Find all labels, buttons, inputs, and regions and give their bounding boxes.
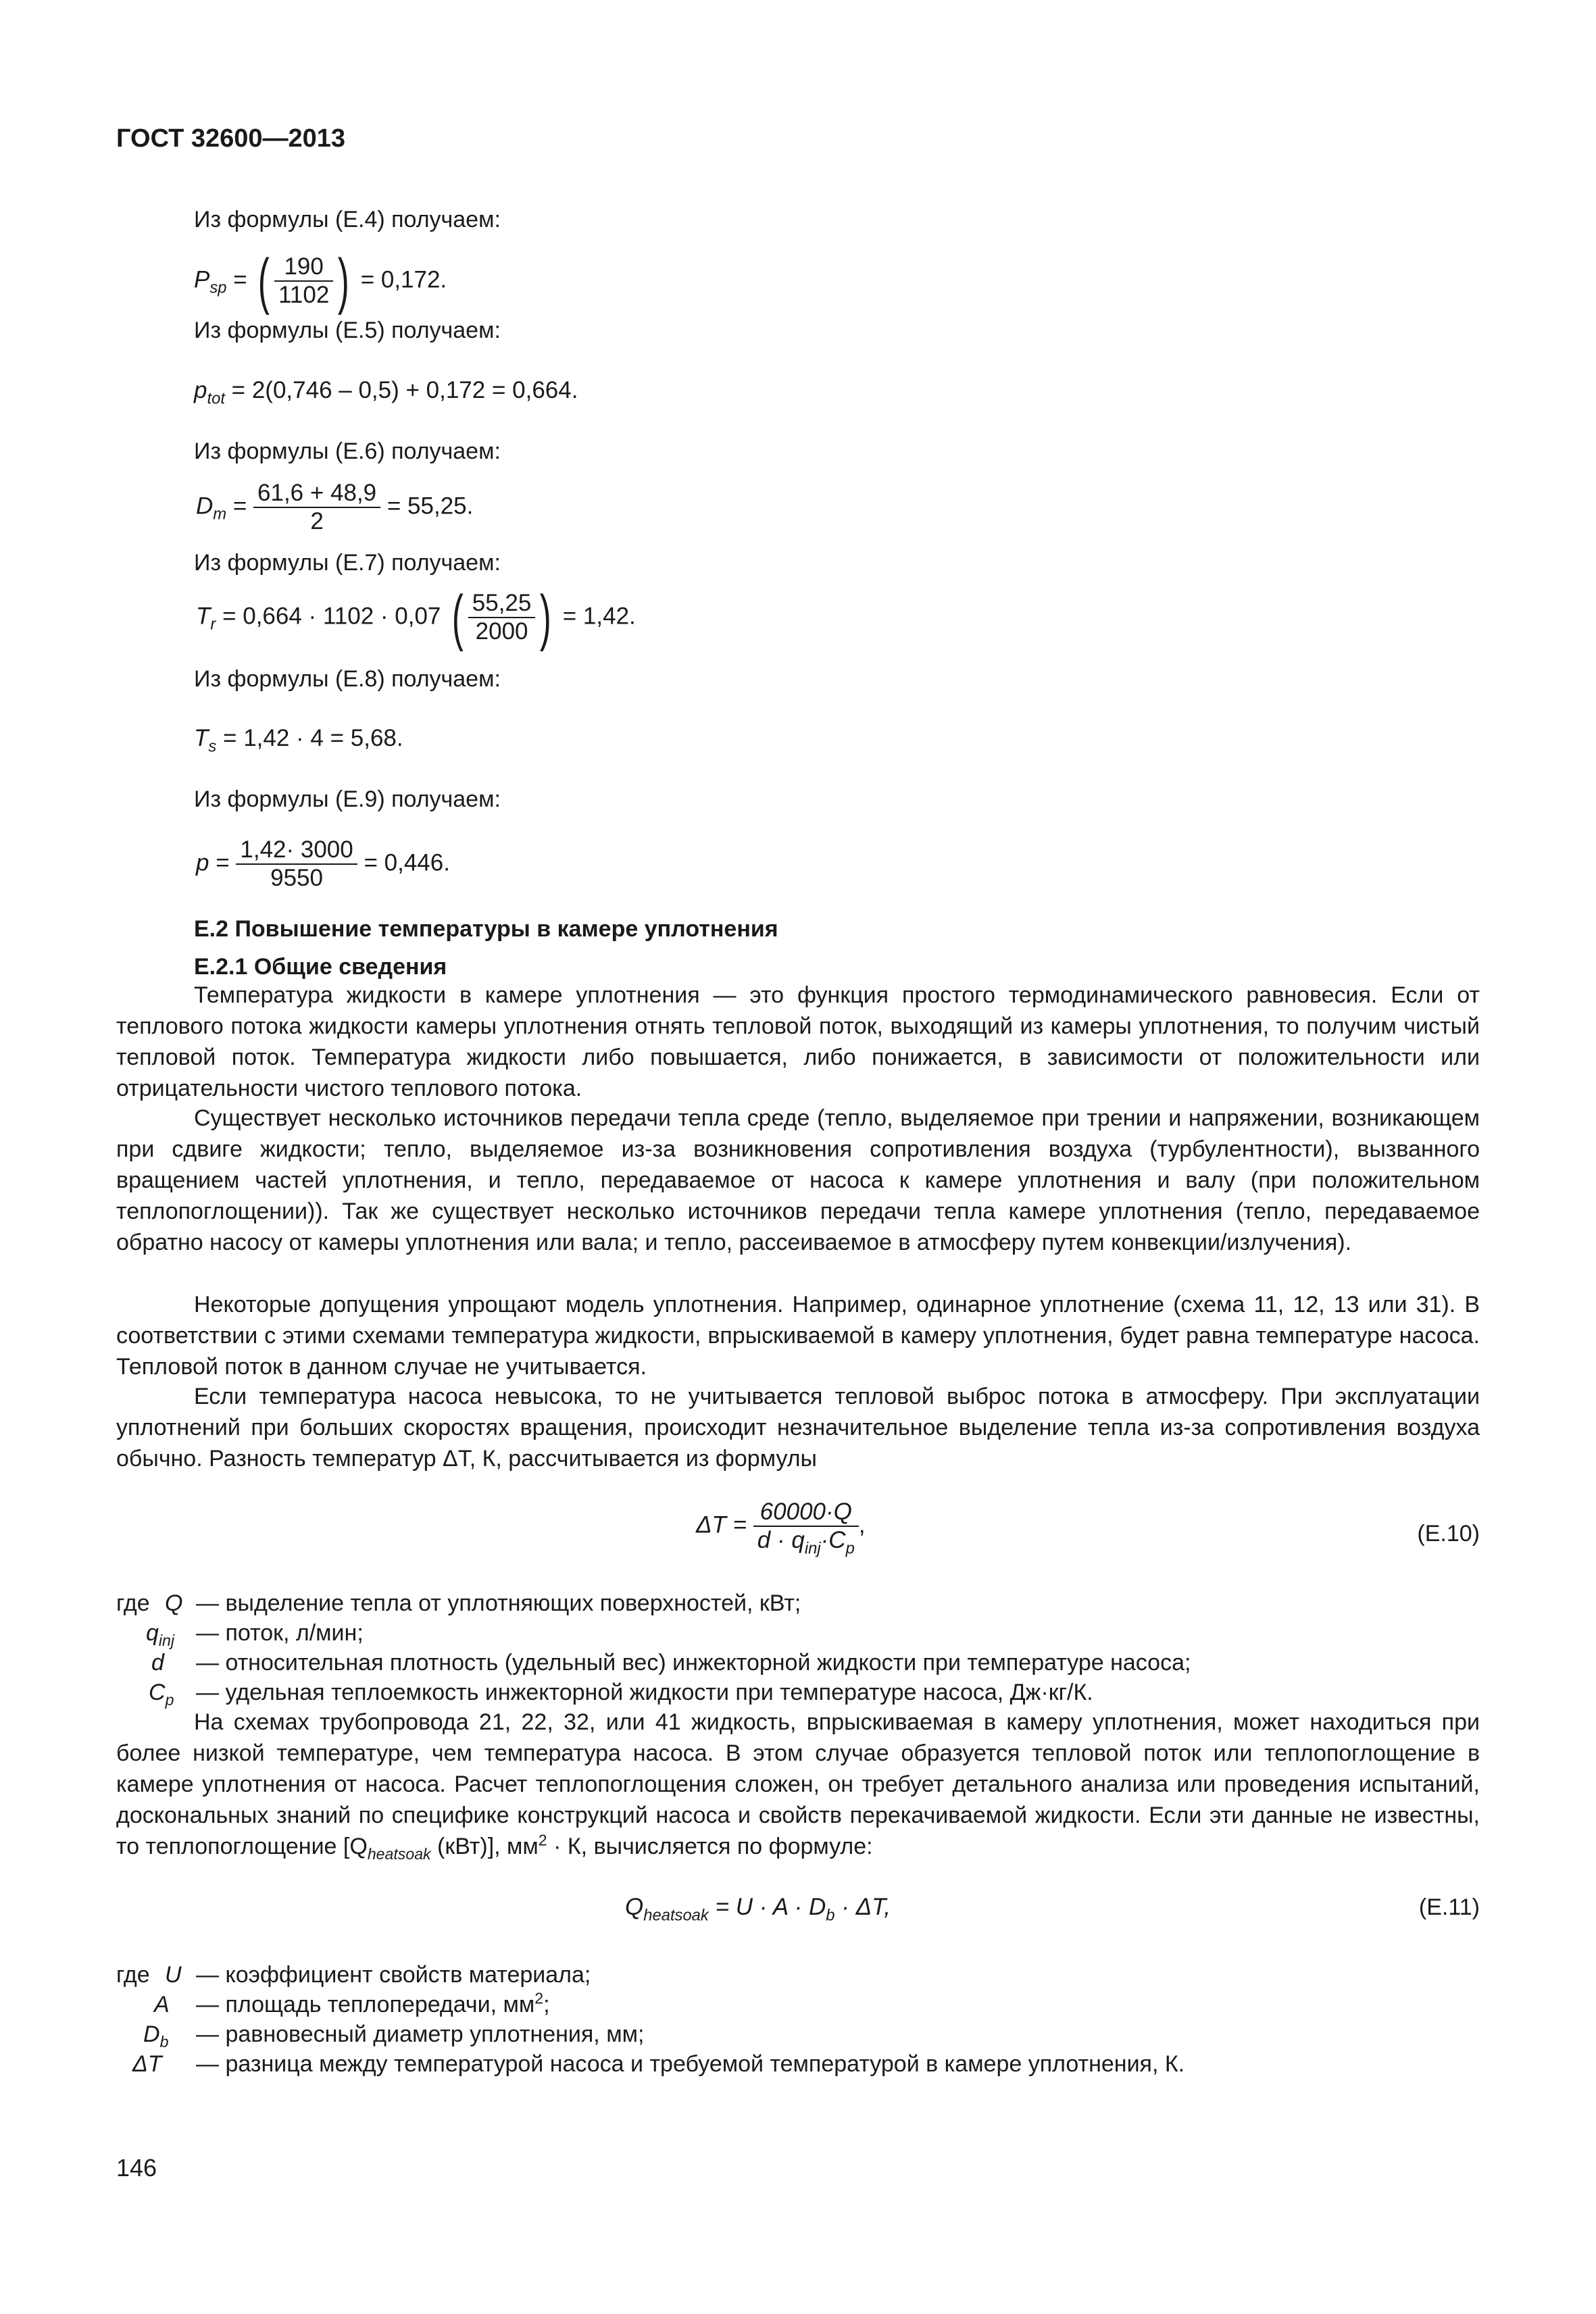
where1-text-1: — поток, л/мин; (196, 1620, 364, 1646)
formula-ptot (194, 375, 578, 406)
e10-den-c: ·C (820, 1527, 846, 1553)
psp-var: P (194, 266, 210, 293)
formula-tr: $T_r = 0,664 \cdot 1102 \cdot 0,07$ ( $\frac{55,25}{2000}$ ) = 1,42. (196, 583, 636, 652)
dm-sub: m (213, 505, 227, 524)
lead-e6: Из формулы (Е.6) получаем: (194, 438, 501, 464)
dm-den: 2 (253, 507, 380, 535)
formula-ts (194, 723, 403, 754)
where1-sym-3-letter: C (149, 1680, 166, 1705)
paragraph-2: Существует несколько источников передачи тепла среде (тепло, выделяемое при трении и напряжении, возникающем при сдвиге жидкости; тепло, выделяемое из-за возникновения сопротивления воздуха (турбулентности), вызванного вращением частей уплотнения, и тепло, передаваемое от насоса к камере уплотнения и валу (при положительном теплопоглощении)). Так же существует несколько источников передачи тепла камере уплотнения (тепло, передаваемое обратно насосу от камеры уплотнения или вала; и тепло, рассеиваемое в атмосферу путем конвекции/излучения). (116, 1105, 1480, 1255)
psp-sub: sp (209, 278, 227, 297)
p-den: 9550 (236, 863, 357, 892)
psp-num: 190 (284, 253, 324, 280)
e10-num: 60000·Q (759, 1499, 852, 1525)
e10-tail: , (858, 1511, 866, 1538)
ptot-var: p (194, 377, 207, 403)
where1-text-0: — выделение тепла от уплотняющих поверхностей, кВт; (196, 1590, 801, 1616)
section-heading-e2: Е.2 Повышение температуры в камере уплотнения (194, 916, 778, 942)
where1-text-2: — относительная плотность (удельный вес) инжекторной жидкости при температуре насоса; (196, 1650, 1191, 1676)
subsection-heading-e21: Е.2.1 Общие сведения (194, 954, 447, 980)
e10-den-sub: inj (804, 1539, 821, 1558)
where1-text-3: — удельная теплоемкость инжекторной жидкости при температуре насоса, Дж·кг/К. (196, 1680, 1093, 1705)
where2-sym-2-letter: D (143, 2021, 160, 2047)
where2-sym-2 (143, 2019, 168, 2050)
where1-sym-1-letter: q (146, 1620, 159, 1646)
document-header: ГОСТ 32600—2013 (116, 124, 346, 153)
where2-text-1-tail: ; (543, 1992, 550, 2017)
paragraph-5 (116, 1707, 1480, 1862)
page-number: 146 (116, 2154, 157, 2182)
where2-text-1-main: — площадь теплопередачи, мм (196, 1992, 535, 2017)
ptot-sub: tot (207, 389, 225, 408)
ts-expr: = 1,42 · 4 = 5,68. (223, 725, 403, 751)
formula-e10 (696, 1499, 866, 1558)
formula-dm: $D_m$ = $\frac{61,6 + 48,9}{2}$ = 55,25. (196, 480, 474, 534)
formula-e11 (625, 1892, 891, 1923)
where1-sym-2: d (151, 1650, 164, 1676)
e10-lhs: ΔT = (696, 1511, 747, 1538)
dm-var: D (196, 493, 214, 520)
lead-e5: Из формулы (Е.5) получаем: (194, 318, 501, 343)
lead-e8: Из формулы (Е.8) получаем: (194, 666, 501, 692)
tr-var: T (196, 603, 211, 630)
where1-sym-0: Q (165, 1590, 183, 1616)
tr-result: = 1,42. (562, 603, 636, 630)
psp-result: = 0,172. (360, 266, 447, 293)
where2-sym-1: A (154, 1992, 170, 2017)
paragraph-5-part-c: · К, вычисляется по формуле: (547, 1834, 873, 1859)
where2-text-1 (196, 1989, 550, 2020)
where2-text-0: — коэффициент свойств материала; (196, 1962, 591, 1988)
psp-den: 1102 (274, 280, 333, 309)
e11-q-sub: heatsoak (643, 1906, 709, 1925)
where2-sym-2-sub: b (159, 2033, 169, 2051)
lead-e4: Из формулы (Е.4) получаем: (194, 207, 501, 232)
paragraph-5-sub: heatsoak (367, 1845, 431, 1863)
ptot-expr: = 2(0,746 – 0,5) + 0,172 = 0,664. (231, 377, 578, 403)
where1-sym-3 (149, 1677, 174, 1708)
lead-e7: Из формулы (Е.7) получаем: (194, 550, 501, 576)
e11-rhs2: · ΔT, (841, 1894, 891, 1920)
tr-sub: r (210, 615, 216, 634)
e11-d-sub: b (826, 1906, 835, 1925)
where2-sym-0: U (165, 1962, 182, 1988)
paragraph-5-part-a: На схемах трубопровода 21, 22, 32, или 41 жидкость, впрыскиваемая в камеру уплотнения, может находиться при более низкой температуре, чем температура насоса. В этом случае образуется тепловой поток или теплопоглощение в камере уплотнения от насоса. Расчет теплопоглощения сложен, он требует детального анализа или проведения испытаний, доскональных знаний по специфике конструкций насоса и свойств перекачиваемой жидкости. Если эти данные не известны, то теплопоглощение [Q (116, 1709, 1480, 1859)
paragraph-1: Температура жидкости в камере уплотнения — это функция простого термодинамического равновесия. Если от теплового потока жидкости камеры уплотнения отнять тепловой поток, выходящий из камеры уплотнения, то получим чистый тепловой поток. Температура жидкости либо повышается, либо понижается, в зависимости от положительности или отрицательности чистого теплового потока. (116, 982, 1480, 1101)
paragraph-4: Если температура насоса невысока, то не учитывается тепловой выброс потока в атмосферу. При эксплуатации уплотнений при больших скоростях вращения, происходит незначительное выделение тепла из-за сопротивления воздуха обычно. Разность температур ΔT, К, рассчитывается из формулы (116, 1384, 1480, 1472)
tr-num: 55,25 (472, 590, 532, 616)
dm-result: = 55,25. (386, 493, 474, 520)
ts-var: T (194, 725, 209, 751)
tr-den: 2000 (468, 617, 536, 645)
equation-number-e11: (Е.11) (1418, 1894, 1480, 1920)
e10-den-d: d · q (757, 1527, 805, 1553)
e10-den (753, 1526, 859, 1558)
paragraph-3: Некоторые допущения упрощают модель уплотнения. Например, одинарное уплотнение (схема 11, 12, 13 или 31). В соответствии с этими схемами температура жидкости, впрыскиваемой в камеру уплотнения, будет равна температуре насоса. Тепловой поток в данном случае не учитывается. (116, 1292, 1480, 1380)
where2-text-1-sup: 2 (534, 1989, 544, 2007)
where1-sym-1 (146, 1617, 174, 1649)
lead-e9: Из формулы (Е.9) получаем: (194, 786, 501, 812)
where1-sym-1-sub: inj (158, 1632, 175, 1650)
p-num: 1,42· 3000 (240, 836, 353, 863)
where2-text-3: — разница между температурой насоса и требуемой температурой в камере уплотнения, К. (196, 2051, 1185, 2077)
where2-prefix: где (116, 1962, 150, 1988)
tr-expr: = 0,664 · 1102 · 0,07 (222, 603, 441, 630)
equation-number-e10: (Е.10) (1417, 1521, 1480, 1546)
paragraph-5-sup: 2 (538, 1831, 547, 1849)
where2-sym-3: ΔT (132, 2051, 162, 2077)
p-var: p (196, 849, 209, 876)
where1-sym-3-sub: p (165, 1691, 174, 1709)
paragraph-5-part-b: (кВт)], мм (430, 1834, 539, 1859)
dm-num: 61,6 + 48,9 (257, 480, 377, 506)
e10-den-sub2: p (845, 1539, 855, 1558)
p-result: = 0,446. (364, 849, 450, 876)
where1-prefix: где (116, 1590, 150, 1616)
e11-q: Q (625, 1894, 644, 1920)
e11-rhs1: = U · A · D (715, 1894, 826, 1920)
ts-sub: s (208, 737, 217, 756)
where2-text-2: — равновесный диаметр уплотнения, мм; (196, 2021, 645, 2047)
formula-psp: $P_{sp}$ = ( $\frac{190}{1102}$ ) = 0,172. (194, 247, 447, 316)
formula-p: p = $\frac{1,42\cdot 3000}{9550}$ = 0,446. (196, 836, 450, 891)
